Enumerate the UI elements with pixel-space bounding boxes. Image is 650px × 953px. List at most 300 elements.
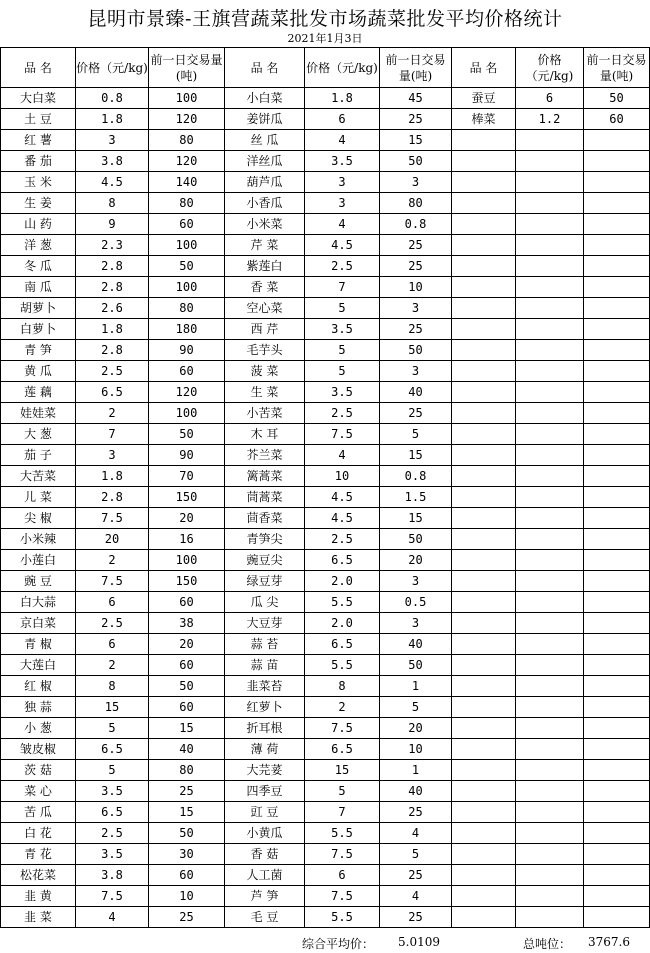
cell-price <box>516 529 584 550</box>
cell-name <box>452 403 516 424</box>
cell-name <box>452 886 516 907</box>
cell-price <box>516 256 584 277</box>
cell-volume <box>584 886 650 907</box>
cell-name: 白大蒜 <box>1 592 76 613</box>
cell-price: 2.0 <box>305 613 380 634</box>
table-row <box>1 424 650 445</box>
cell-name: 四季豆 <box>225 781 305 802</box>
cell-name <box>452 172 516 193</box>
report-date: 2021年1月3日 <box>287 32 363 45</box>
table-row <box>1 529 650 550</box>
cell-volume: 50 <box>149 424 225 445</box>
cell-name: 空心菜 <box>225 298 305 319</box>
cell-volume: 40 <box>380 781 452 802</box>
header-price: 价格（元/kg) <box>305 48 380 88</box>
page-title: 昆明市景臻-王旗营蔬菜批发市场蔬菜批发平均价格统计 <box>87 8 563 30</box>
cell-price: 3 <box>76 445 149 466</box>
cell-price: 2.8 <box>76 340 149 361</box>
cell-volume: 38 <box>149 613 225 634</box>
cell-price: 9 <box>76 214 149 235</box>
cell-price: 2.8 <box>76 256 149 277</box>
cell-volume: 60 <box>584 109 650 130</box>
cell-name: 毛芋头 <box>225 340 305 361</box>
cell-name <box>452 445 516 466</box>
cell-volume: 25 <box>380 403 452 424</box>
cell-name: 芥兰菜 <box>225 445 305 466</box>
cell-name: 儿 菜 <box>1 487 76 508</box>
cell-volume: 25 <box>380 256 452 277</box>
cell-price <box>516 886 584 907</box>
cell-volume <box>584 865 650 886</box>
cell-volume: 1 <box>380 676 452 697</box>
cell-price: 1.2 <box>516 109 584 130</box>
cell-name: 蚕豆 <box>452 88 516 109</box>
cell-price: 3 <box>305 172 380 193</box>
cell-volume <box>584 172 650 193</box>
cell-price: 6.5 <box>76 802 149 823</box>
cell-volume <box>584 130 650 151</box>
cell-name: 茴香菜 <box>225 508 305 529</box>
cell-price <box>516 634 584 655</box>
cell-price: 2.6 <box>76 298 149 319</box>
cell-name: 南 瓜 <box>1 277 76 298</box>
header-volume: 前一日交易量(吨) <box>380 48 452 88</box>
cell-volume: 60 <box>149 655 225 676</box>
cell-volume <box>584 676 650 697</box>
cell-volume <box>584 151 650 172</box>
table-row <box>1 655 650 676</box>
cell-name: 丝 瓜 <box>225 130 305 151</box>
cell-volume: 140 <box>149 172 225 193</box>
cell-volume: 80 <box>149 760 225 781</box>
cell-volume: 100 <box>149 403 225 424</box>
cell-volume: 25 <box>380 235 452 256</box>
cell-price <box>516 571 584 592</box>
cell-price: 4.5 <box>305 508 380 529</box>
cell-volume <box>584 319 650 340</box>
cell-price: 2.5 <box>305 529 380 550</box>
cell-price: 6.5 <box>76 382 149 403</box>
cell-name: 苦 瓜 <box>1 802 76 823</box>
cell-name <box>452 865 516 886</box>
cell-price: 2.5 <box>305 403 380 424</box>
cell-price: 5.5 <box>305 655 380 676</box>
cell-name: 韭菜苔 <box>225 676 305 697</box>
cell-price: 7.5 <box>305 886 380 907</box>
cell-price: 2 <box>305 697 380 718</box>
cell-volume <box>584 739 650 760</box>
cell-volume <box>584 508 650 529</box>
cell-volume: 15 <box>149 802 225 823</box>
cell-price <box>516 403 584 424</box>
total-tonnage-value: 3767.6 <box>588 935 630 949</box>
cell-name <box>452 760 516 781</box>
cell-name <box>452 298 516 319</box>
cell-name: 小 葱 <box>1 718 76 739</box>
table-row <box>1 886 650 907</box>
cell-price: 3.8 <box>76 865 149 886</box>
cell-name: 大苦菜 <box>1 466 76 487</box>
table-row <box>1 466 650 487</box>
cell-price: 2.5 <box>305 256 380 277</box>
cell-name: 紫莲白 <box>225 256 305 277</box>
cell-name: 红 薯 <box>1 130 76 151</box>
cell-price <box>516 172 584 193</box>
cell-name: 红萝卜 <box>225 697 305 718</box>
cell-volume: 5 <box>380 844 452 865</box>
cell-volume <box>584 403 650 424</box>
cell-price: 5 <box>305 298 380 319</box>
cell-price <box>516 319 584 340</box>
cell-volume <box>584 592 650 613</box>
cell-volume: 150 <box>149 571 225 592</box>
cell-name: 青 笋 <box>1 340 76 361</box>
cell-volume: 15 <box>149 718 225 739</box>
cell-volume: 50 <box>149 823 225 844</box>
cell-price: 4.5 <box>76 172 149 193</box>
cell-volume <box>584 760 650 781</box>
cell-volume: 16 <box>149 529 225 550</box>
table-row <box>1 319 650 340</box>
avg-price-label: 综合平均价： <box>302 937 375 951</box>
cell-volume: 20 <box>380 550 452 571</box>
cell-price: 2.5 <box>76 823 149 844</box>
cell-price: 7 <box>305 277 380 298</box>
table-row <box>1 760 650 781</box>
cell-volume: 50 <box>584 88 650 109</box>
table-row <box>1 256 650 277</box>
cell-volume: 120 <box>149 382 225 403</box>
cell-volume: 10 <box>380 739 452 760</box>
cell-price: 6 <box>76 592 149 613</box>
cell-price: 7 <box>76 424 149 445</box>
table-row <box>1 739 650 760</box>
cell-name: 韭 菜 <box>1 907 76 928</box>
cell-name: 棒菜 <box>452 109 516 130</box>
cell-volume: 25 <box>380 319 452 340</box>
cell-price <box>516 739 584 760</box>
table-row <box>1 445 650 466</box>
cell-price: 4 <box>305 130 380 151</box>
cell-price: 6 <box>516 88 584 109</box>
cell-volume: 50 <box>149 676 225 697</box>
cell-name: 大芫荽 <box>225 760 305 781</box>
cell-price <box>516 382 584 403</box>
cell-volume <box>584 823 650 844</box>
cell-price <box>516 508 584 529</box>
header-name: 品 名 <box>225 48 305 88</box>
cell-volume: 150 <box>149 487 225 508</box>
cell-name: 小黄瓜 <box>225 823 305 844</box>
cell-price: 4.5 <box>305 235 380 256</box>
cell-name: 皱皮椒 <box>1 739 76 760</box>
cell-volume <box>584 697 650 718</box>
cell-name: 芦 笋 <box>225 886 305 907</box>
cell-name <box>452 718 516 739</box>
table-row <box>1 718 650 739</box>
cell-name: 小香瓜 <box>225 193 305 214</box>
cell-volume: 1.5 <box>380 487 452 508</box>
cell-name: 葫芦瓜 <box>225 172 305 193</box>
table-row <box>1 613 650 634</box>
table-row <box>1 403 650 424</box>
cell-name: 小苦菜 <box>225 403 305 424</box>
cell-price <box>516 550 584 571</box>
header-price: 价格（元/kg) <box>516 48 584 88</box>
cell-volume: 3 <box>380 613 452 634</box>
cell-volume: 50 <box>380 340 452 361</box>
cell-price: 6 <box>305 109 380 130</box>
table-row <box>1 865 650 886</box>
cell-name <box>452 214 516 235</box>
cell-volume <box>584 361 650 382</box>
cell-name <box>452 823 516 844</box>
cell-volume <box>584 487 650 508</box>
cell-price: 3 <box>76 130 149 151</box>
cell-price: 7.5 <box>76 571 149 592</box>
cell-volume: 60 <box>149 697 225 718</box>
cell-volume: 3 <box>380 571 452 592</box>
cell-volume: 80 <box>149 298 225 319</box>
cell-name: 独 蒜 <box>1 697 76 718</box>
cell-price: 3.8 <box>76 151 149 172</box>
table-row <box>1 676 650 697</box>
cell-name: 青笋尖 <box>225 529 305 550</box>
cell-volume <box>584 445 650 466</box>
cell-volume: 10 <box>149 886 225 907</box>
cell-name <box>452 277 516 298</box>
cell-price: 5 <box>305 361 380 382</box>
table-row <box>1 361 650 382</box>
cell-volume: 60 <box>149 361 225 382</box>
table-row <box>1 571 650 592</box>
cell-price: 1.8 <box>76 109 149 130</box>
cell-volume: 90 <box>149 445 225 466</box>
total-tonnage-label: 总吨位： <box>523 937 572 951</box>
cell-name: 姜饼瓜 <box>225 109 305 130</box>
cell-volume: 100 <box>149 550 225 571</box>
cell-price <box>516 340 584 361</box>
cell-price <box>516 235 584 256</box>
cell-name <box>452 907 516 928</box>
cell-name <box>452 508 516 529</box>
cell-volume: 60 <box>149 592 225 613</box>
cell-volume: 40 <box>380 634 452 655</box>
cell-price: 8 <box>76 676 149 697</box>
cell-price: 1.8 <box>76 466 149 487</box>
cell-name <box>452 424 516 445</box>
cell-volume: 40 <box>380 382 452 403</box>
cell-price: 2.5 <box>76 613 149 634</box>
cell-name: 折耳根 <box>225 718 305 739</box>
table-row <box>1 844 650 865</box>
cell-price: 2 <box>76 550 149 571</box>
cell-price <box>516 361 584 382</box>
cell-price: 4 <box>76 907 149 928</box>
cell-name: 京白菜 <box>1 613 76 634</box>
cell-name <box>452 382 516 403</box>
cell-price: 8 <box>305 676 380 697</box>
cell-name: 松花菜 <box>1 865 76 886</box>
cell-volume <box>584 550 650 571</box>
cell-volume <box>584 256 650 277</box>
table-row <box>1 697 650 718</box>
cell-volume: 25 <box>380 907 452 928</box>
cell-price: 10 <box>305 466 380 487</box>
cell-name <box>452 844 516 865</box>
table-header-row <box>1 48 650 88</box>
cell-name <box>452 319 516 340</box>
cell-name: 洋丝瓜 <box>225 151 305 172</box>
cell-name: 小米辣 <box>1 529 76 550</box>
cell-name: 香 菜 <box>225 277 305 298</box>
cell-volume <box>584 235 650 256</box>
table-row <box>1 151 650 172</box>
cell-name <box>452 193 516 214</box>
cell-name: 莲 藕 <box>1 382 76 403</box>
cell-volume: 15 <box>380 508 452 529</box>
cell-price <box>516 487 584 508</box>
cell-volume: 3 <box>380 298 452 319</box>
cell-volume: 50 <box>380 655 452 676</box>
cell-price: 2.0 <box>305 571 380 592</box>
table-row <box>1 550 650 571</box>
cell-volume: 0.5 <box>380 592 452 613</box>
cell-volume: 80 <box>380 193 452 214</box>
table-row <box>1 634 650 655</box>
cell-volume <box>584 844 650 865</box>
cell-volume: 100 <box>149 277 225 298</box>
cell-price: 5 <box>305 781 380 802</box>
cell-name: 菠 菜 <box>225 361 305 382</box>
cell-name: 蒜 苗 <box>225 655 305 676</box>
header-volume: 前一日交易量(吨) <box>584 48 650 88</box>
cell-name: 洋 葱 <box>1 235 76 256</box>
cell-name <box>452 697 516 718</box>
table-row <box>1 130 650 151</box>
cell-price: 20 <box>76 529 149 550</box>
cell-name: 山 药 <box>1 214 76 235</box>
cell-name: 豌豆尖 <box>225 550 305 571</box>
cell-price <box>516 718 584 739</box>
table-row <box>1 907 650 928</box>
price-table <box>0 47 650 928</box>
cell-price <box>516 193 584 214</box>
cell-price <box>516 445 584 466</box>
cell-volume <box>584 907 650 928</box>
cell-name: 大莲白 <box>1 655 76 676</box>
header-price: 价格（元/kg) <box>76 48 149 88</box>
cell-name: 白萝卜 <box>1 319 76 340</box>
cell-volume <box>584 781 650 802</box>
cell-volume <box>584 613 650 634</box>
cell-name: 白 花 <box>1 823 76 844</box>
cell-price <box>516 676 584 697</box>
cell-name: 豌 豆 <box>1 571 76 592</box>
table-row <box>1 487 650 508</box>
cell-name: 茨 菇 <box>1 760 76 781</box>
cell-price: 6 <box>76 634 149 655</box>
cell-price <box>516 613 584 634</box>
cell-name: 娃娃菜 <box>1 403 76 424</box>
cell-price <box>516 655 584 676</box>
cell-price: 7 <box>305 802 380 823</box>
cell-name <box>452 592 516 613</box>
cell-volume: 120 <box>149 109 225 130</box>
cell-price: 7.5 <box>76 886 149 907</box>
cell-price <box>516 823 584 844</box>
cell-name: 茄 子 <box>1 445 76 466</box>
cell-price: 6.5 <box>305 550 380 571</box>
cell-volume: 25 <box>380 109 452 130</box>
cell-name <box>452 634 516 655</box>
cell-volume: 80 <box>149 130 225 151</box>
cell-name: 瓜 尖 <box>225 592 305 613</box>
cell-name <box>452 550 516 571</box>
cell-price: 5 <box>76 760 149 781</box>
cell-volume: 40 <box>149 739 225 760</box>
cell-name <box>452 613 516 634</box>
header-name: 品 名 <box>1 48 76 88</box>
cell-price: 3.5 <box>305 151 380 172</box>
cell-price <box>516 151 584 172</box>
cell-volume: 45 <box>380 88 452 109</box>
cell-name: 香 菇 <box>225 844 305 865</box>
cell-price <box>516 277 584 298</box>
cell-volume: 0.8 <box>380 214 452 235</box>
cell-volume: 50 <box>380 151 452 172</box>
cell-name: 蒜 苔 <box>225 634 305 655</box>
summary-footer <box>0 933 650 951</box>
cell-name: 人工菌 <box>225 865 305 886</box>
cell-volume: 25 <box>380 802 452 823</box>
cell-volume: 70 <box>149 466 225 487</box>
cell-price: 5.5 <box>305 823 380 844</box>
cell-price <box>516 466 584 487</box>
table-row <box>1 340 650 361</box>
cell-name: 土 豆 <box>1 109 76 130</box>
cell-volume: 20 <box>149 508 225 529</box>
cell-volume: 20 <box>149 634 225 655</box>
cell-name: 毛 豆 <box>225 907 305 928</box>
cell-volume <box>584 634 650 655</box>
cell-volume: 25 <box>149 781 225 802</box>
cell-price <box>516 697 584 718</box>
cell-price: 6.5 <box>305 634 380 655</box>
cell-name: 生 姜 <box>1 193 76 214</box>
cell-name: 大白菜 <box>1 88 76 109</box>
table-row <box>1 88 650 109</box>
cell-name: 青 花 <box>1 844 76 865</box>
cell-name <box>452 739 516 760</box>
cell-name: 小莲白 <box>1 550 76 571</box>
cell-name: 小白菜 <box>225 88 305 109</box>
cell-price: 1.8 <box>305 88 380 109</box>
cell-name: 生 菜 <box>225 382 305 403</box>
cell-name: 茼蒿菜 <box>225 487 305 508</box>
cell-price: 6.5 <box>305 739 380 760</box>
cell-name: 青 椒 <box>1 634 76 655</box>
cell-price: 8 <box>76 193 149 214</box>
table-row <box>1 781 650 802</box>
cell-volume: 50 <box>149 256 225 277</box>
cell-name <box>452 466 516 487</box>
table-row <box>1 802 650 823</box>
cell-volume: 60 <box>149 865 225 886</box>
cell-volume: 15 <box>380 445 452 466</box>
cell-name: 黄 瓜 <box>1 361 76 382</box>
cell-volume <box>584 424 650 445</box>
